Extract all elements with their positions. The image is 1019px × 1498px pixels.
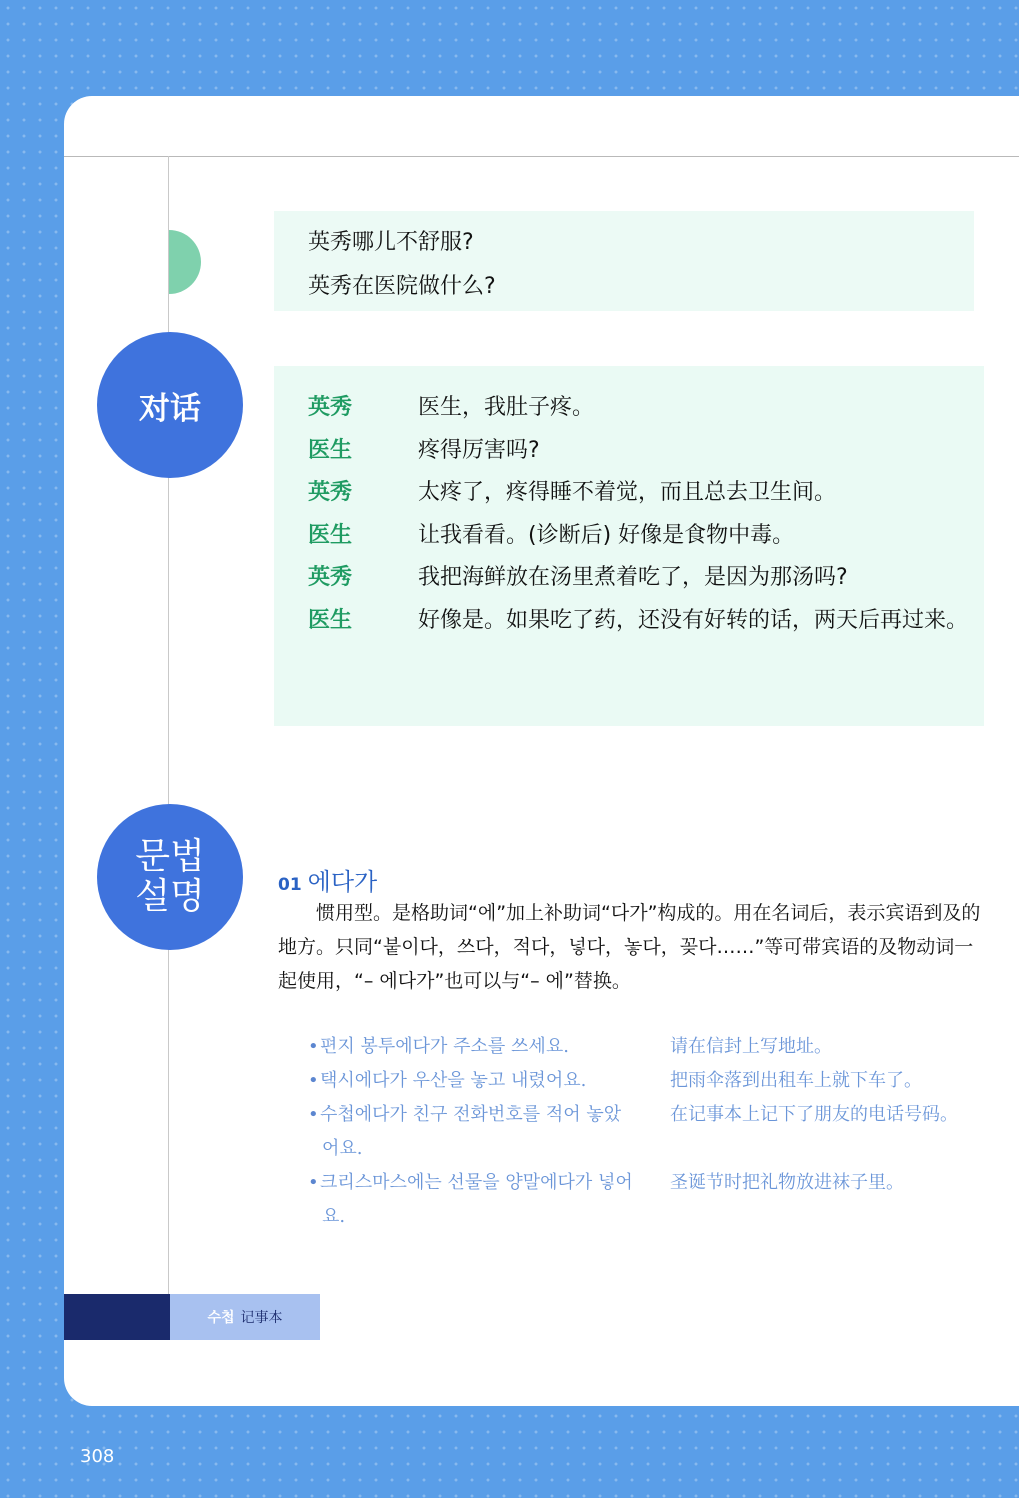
dialogue-line-3 — [308, 479, 968, 515]
textbook-page — [64, 96, 1019, 1406]
grammar-title: 에다가 — [307, 868, 378, 896]
dialogue-line-2 — [308, 437, 968, 473]
footer-dark-bar — [64, 1294, 170, 1340]
dialogue-section-label: 对话 — [139, 390, 201, 427]
grammar-explanation-text: 惯用型。是格助词“에”加上补助词“다가”构成的。用在名词后，表示宾语到及的地方。只同“붙이다，쓰다，적다，넣다，놓다，꽂다……”等可带宾语的及物动词一起使用，“– 에다가”也可以与“– 에”替换。 — [278, 902, 981, 992]
grammar-heading — [278, 862, 377, 897]
example-zh-3: 在记事本上记下了朋友的电话号码。 — [670, 1104, 958, 1125]
example-ko-2 — [308, 1064, 648, 1098]
green-half-circle-decoration — [169, 230, 201, 294]
dialogue-speaker: 英秀 — [308, 395, 353, 420]
dialogue-section-badge — [97, 332, 243, 478]
dialogue-line-4 — [308, 522, 968, 558]
footer-zh: 记事本 — [240, 1310, 283, 1326]
example-ko-text: 수첩에다가 친구 전화번호를 적어 놓았어요. — [320, 1104, 622, 1159]
dialogue-line-5 — [308, 564, 968, 600]
dialogue-speaker: 英秀 — [308, 565, 353, 590]
grammar-section-label-line1: 문법 — [135, 836, 205, 877]
dialogue-box — [274, 366, 984, 726]
dialogue-speaker: 医生 — [308, 438, 353, 463]
example-ko-text: 택시에다가 우산을 놓고 내렸어요. — [320, 1070, 587, 1091]
grammar-number: 01 — [278, 875, 302, 895]
dialogue-text: 医生，我肚子疼。 — [418, 395, 595, 420]
dialogue-text: 我把海鲜放在汤里煮着吃了，是因为那汤吗? — [418, 565, 848, 590]
dialogue-text: 好像是。如果吃了药，还没有好转的话，两天后再过来。 — [418, 608, 969, 633]
question-2: 英秀在医院做什么? — [308, 274, 496, 299]
example-zh-2: 把雨伞落到出租车上就下车了。 — [670, 1070, 922, 1091]
dialogue-line-6 — [308, 607, 968, 643]
footer-label — [170, 1294, 320, 1340]
example-ko-1 — [308, 1030, 648, 1064]
bullet-icon: • — [308, 1036, 319, 1057]
questions-box — [274, 211, 974, 311]
example-ko-text: 크리스마스에는 선물을 양말에다가 넣어요. — [320, 1172, 633, 1227]
grammar-section-badge — [97, 804, 243, 950]
dialogue-text: 疼得厉害吗? — [418, 438, 540, 463]
page-number: 308 — [80, 1446, 115, 1467]
grammar-section-label-line2: 설명 — [135, 876, 205, 917]
dialogue-text: 让我看看。(诊断后) 好像是食物中毒。 — [418, 523, 795, 548]
dialogue-text: 太疼了，疼得睡不着觉，而且总去卫生间。 — [418, 480, 837, 505]
dialogue-line-1 — [308, 394, 968, 430]
dialogue-speaker: 英秀 — [308, 480, 353, 505]
example-zh-1: 请在信封上写地址。 — [670, 1036, 832, 1057]
dialogue-speaker: 医生 — [308, 523, 353, 548]
example-ko-3 — [308, 1098, 632, 1166]
dialogue-speaker: 医生 — [308, 608, 353, 633]
example-zh-4: 圣诞节时把礼物放进袜子里。 — [670, 1172, 904, 1193]
grammar-explanation — [278, 896, 983, 998]
bullet-icon: • — [308, 1172, 319, 1193]
header-divider — [64, 156, 1019, 157]
footer-ko: 수첩 — [207, 1310, 235, 1326]
example-ko-text: 편지 봉투에다가 주소를 쓰세요. — [320, 1036, 569, 1057]
example-ko-4 — [308, 1166, 642, 1234]
bullet-icon: • — [308, 1104, 319, 1125]
question-1: 英秀哪儿不舒服? — [308, 230, 474, 255]
bullet-icon: • — [308, 1070, 319, 1091]
